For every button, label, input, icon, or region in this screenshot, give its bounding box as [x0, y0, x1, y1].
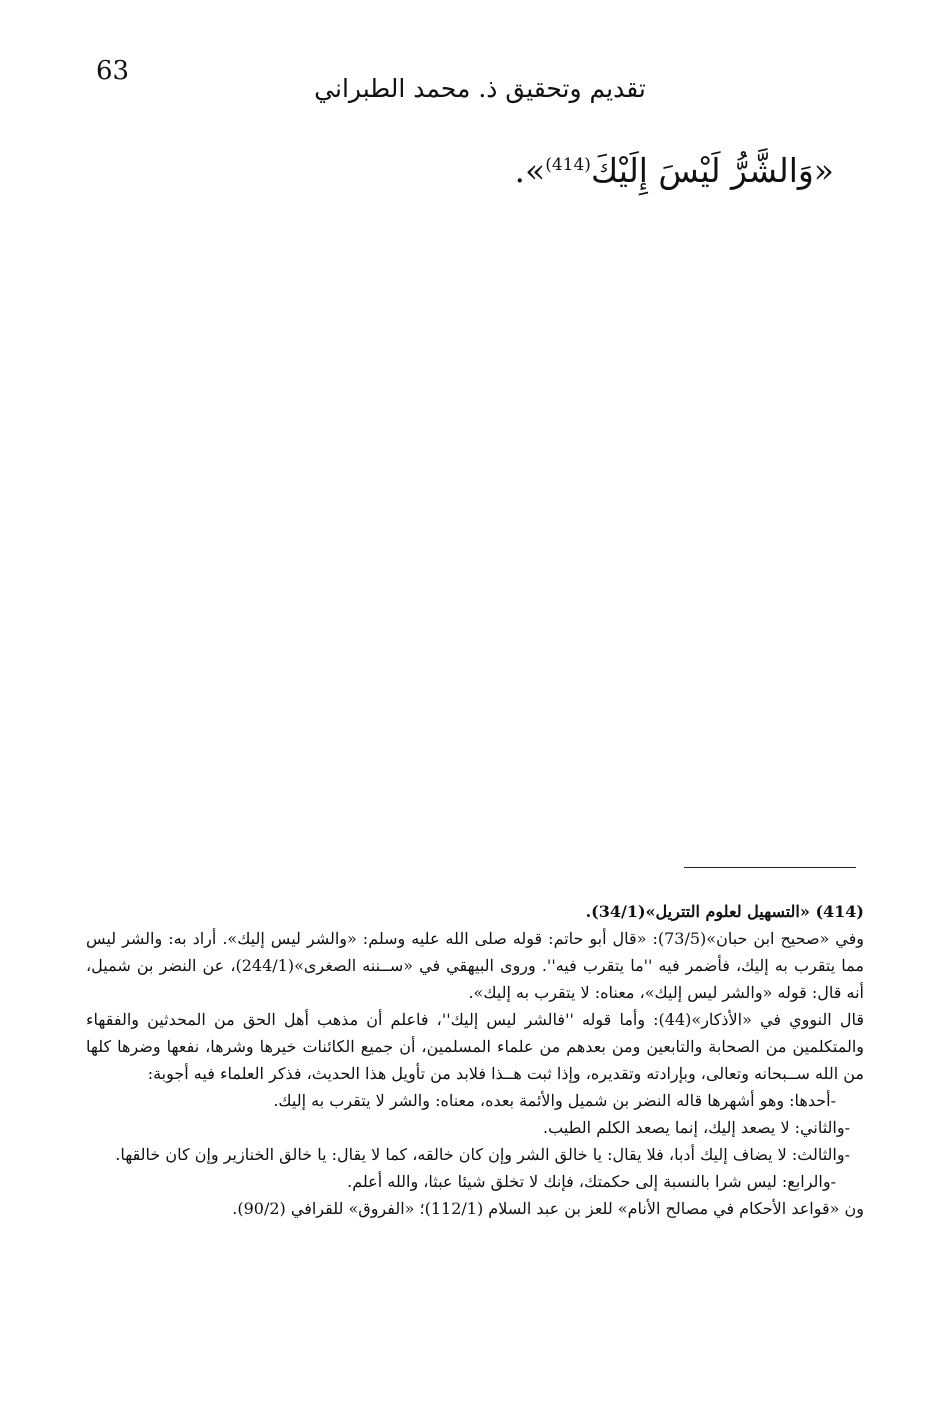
quote-line — [515, 150, 834, 193]
running-head: تقديم وتحقيق ذ. محمد الطبراني — [314, 74, 646, 103]
quote-end: ». — [514, 151, 546, 190]
footnote-line: وفي «صحيح ابن حبان»(73/5): «قال أبو حاتم: قوله صلى الله عليه وسلم: «والشر ليس إليك». أراد به: والشر ليس مما يتقرب به إليك، فأضمر فيه ''ما يتقرب فيه''. وروى البيهقي في «ســننه الصغرى»(244/1)، عن النضر بن شميل، أنه قال: قوله «والشر ليس إليك»، معناه: لا يتقرب به إليك». — [86, 929, 864, 1002]
footnote-line: ون «قواعد الأحكام في مصالح الأنام» للعز بن عبد السلام (112/1)؛ «الفروق» للقرافي (90/2). — [232, 1199, 864, 1218]
footnote-line: (414) «التسهيل لعلوم التتريل»(34/1). — [585, 902, 864, 921]
footnote-line: -والثاني: لا يصعد إليك، إنما يصعد الكلم الطيب. — [543, 1118, 850, 1137]
footnote-line: -والرابع: ليس شرا بالنسبة إلى حكمتك، فإنك لا تخلق شيئا عبثا، والله أعلم. — [347, 1172, 836, 1191]
footnotes — [86, 898, 864, 1222]
footnote-line: قال النووي في «الأذكار»(44): وأما قوله ''فالشر ليس إليك''، فاعلم أن مذهب أهل الحق من المحدثين والفقهاء والمتكلمين من الصحابة والتابعين ومن بعدهم من علماء المسلمين، أن جميع الكائنات خيرها وشرها، نفعها وضرها كلها من الله ســبحانه وتعالى، وبإرادته وتقديره، وإذا ثبت هــذا فلابد من تأويل هذا الحديث، فذكر العلماء فيه أجوبة: — [86, 1010, 864, 1083]
footnote-rule — [684, 867, 856, 868]
footnote-line: -أحدها: وهو أشهرها قاله النضر بن شميل والأئمة بعده، معناه: والشر لا يتقرب به إليك. — [273, 1091, 836, 1110]
quote-text: «وَالشَّرُّ لَيْسَ إِلَيْكَ — [590, 151, 834, 190]
page-number: 63 — [96, 56, 130, 86]
footnote-line: -والثالث: لا يضاف إليك أدبا، فلا يقال: يا خالق الشر وإن كان خالقه، كما لا يقال: يا خالق الخنازير وإن كان خالقها. — [115, 1145, 850, 1164]
footnote-ref[interactable]: (414) — [545, 155, 591, 175]
